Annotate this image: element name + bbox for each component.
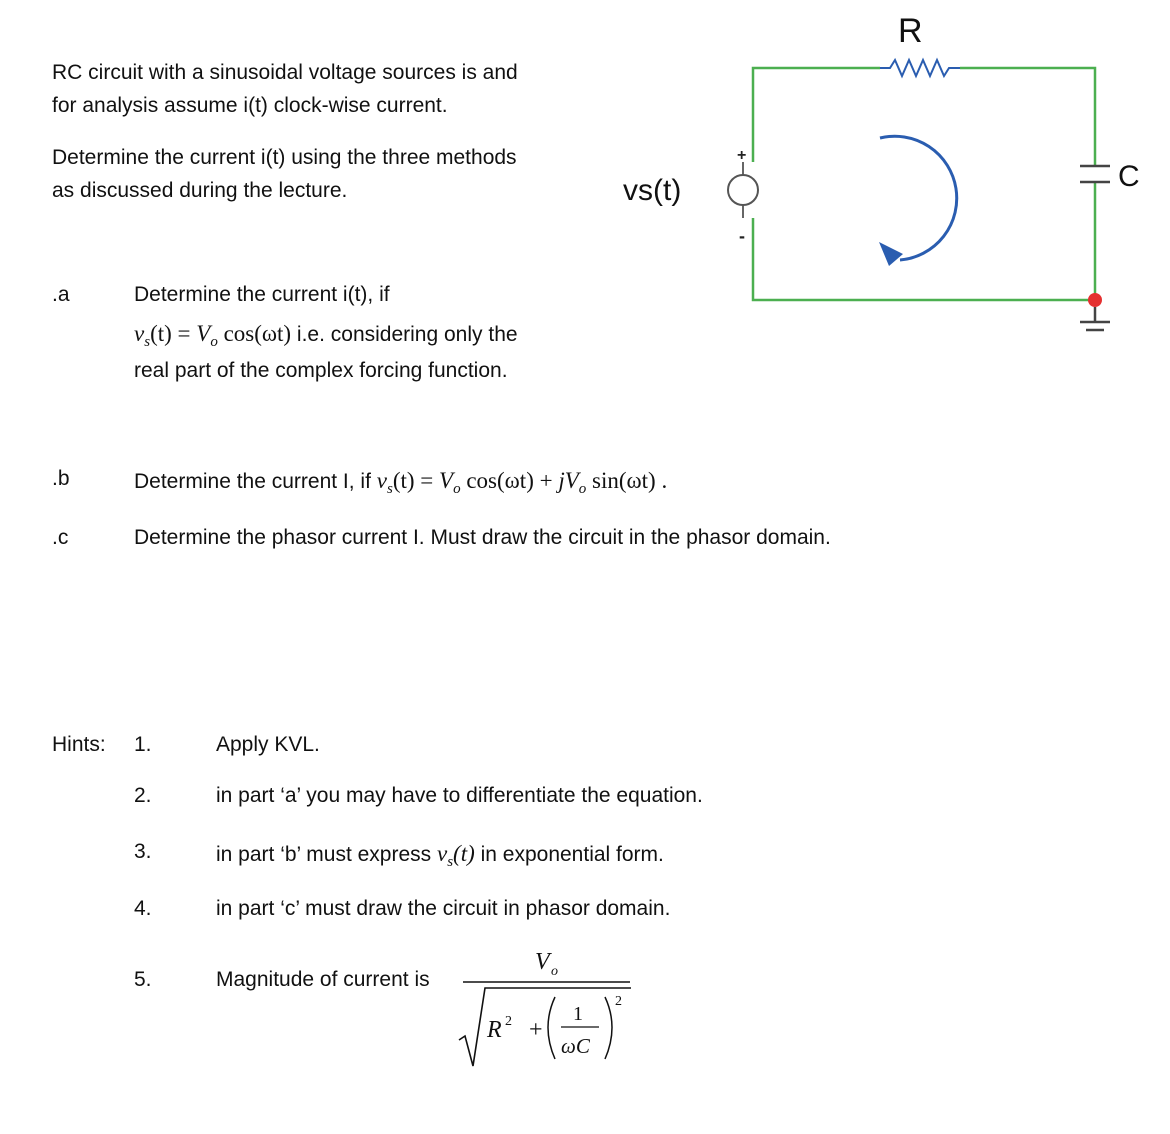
hints-title: Hints: — [52, 733, 106, 756]
hint-3-s: s — [447, 854, 454, 871]
hint-1-number: 1. — [134, 733, 152, 756]
hint-3-t: (t) — [453, 841, 475, 866]
part-c-text: Determine the phasor current I. Must draw the circuit in the phasor domain. — [134, 526, 831, 549]
magnitude-formula — [455, 945, 645, 1075]
hint-3-post: in exponential form. — [480, 843, 664, 866]
hint-5-number: 5. — [134, 968, 152, 991]
hint-4-text: in part ‘c’ must draw the circuit in phasor domain. — [216, 897, 671, 920]
clockwise-current-arrow — [880, 136, 957, 260]
capacitor-symbol — [1080, 166, 1110, 182]
source-label: vs(t) — [623, 174, 682, 207]
circuit-wires — [753, 68, 1095, 300]
part-b-eq-sin: sin(ωt) . — [586, 468, 668, 493]
part-b-eq-cos: cos(ωt) + — [460, 468, 559, 493]
rc-circuit-diagram — [600, 0, 1160, 360]
hint-3-v: v — [436, 841, 448, 866]
part-b-eq-V: V — [439, 468, 454, 493]
hint-3-pre: in part ‘b’ must express — [216, 843, 432, 866]
source-plus-sign: + — [737, 147, 747, 164]
part-a-eq-V: V — [196, 321, 211, 346]
part-a-eq-o: o — [210, 334, 218, 351]
formula-R-exponent: 2 — [505, 1014, 512, 1029]
part-b-eq-s: s — [387, 481, 393, 498]
formula-sqrt-sign — [459, 988, 631, 1066]
arrow-head — [879, 242, 903, 266]
part-a-marker: .a — [52, 283, 70, 306]
ground-symbol — [1080, 307, 1110, 330]
part-b-eq-j: jV — [558, 468, 579, 493]
hint-3-line — [216, 836, 664, 874]
part-b-marker: .b — [52, 467, 70, 490]
formula-left-paren — [548, 997, 555, 1059]
part-a-equation-line — [134, 316, 518, 354]
hint-3-number: 3. — [134, 840, 152, 863]
intro-line-4: as discussed during the lecture. — [52, 179, 348, 202]
formula-R: R — [487, 1017, 502, 1043]
formula-right-paren — [605, 997, 612, 1059]
resistor-symbol — [880, 60, 960, 76]
ground-node — [1088, 293, 1102, 307]
formula-omegaC: ωC — [561, 1034, 590, 1058]
part-a-text-2: i.e. considering only the — [291, 323, 518, 346]
source-minus-sign: - — [739, 226, 745, 246]
hint-2-number: 2. — [134, 784, 152, 807]
hint-4-number: 4. — [134, 897, 152, 920]
part-b-line — [134, 463, 667, 501]
intro-line-1: RC circuit with a sinusoidal voltage sources is and — [52, 61, 518, 84]
part-b-eq-v: v — [376, 468, 387, 493]
formula-plus: + — [529, 1017, 543, 1043]
formula-numerator-V: V — [535, 949, 550, 975]
part-a-eq-cos: cos(ωt) — [217, 321, 292, 346]
intro-line-3: Determine the current i(t) using the three methods — [52, 146, 517, 169]
part-b-eq-mid: (t) = — [392, 468, 440, 493]
part-a-eq-s: s — [144, 334, 151, 351]
hint-5-text: Magnitude of current is — [216, 968, 430, 991]
voltage-source-symbol — [728, 175, 758, 205]
part-a-text-3: real part of the complex forcing function. — [134, 359, 508, 382]
hint-1-text: Apply KVL. — [216, 733, 320, 756]
part-a-eq-v: v — [134, 321, 145, 346]
part-a-text-1: Determine the current i(t), if — [134, 283, 390, 306]
part-b-eq-o2: o — [578, 481, 587, 498]
part-c-marker: .c — [52, 526, 69, 549]
intro-line-2: for analysis assume i(t) clock-wise current. — [52, 94, 448, 117]
resistor-label: R — [898, 12, 923, 50]
part-b-eq-o: o — [453, 481, 461, 498]
formula-outer-exponent: 2 — [615, 994, 622, 1009]
formula-numerator-o: o — [551, 964, 558, 979]
formula-one: 1 — [573, 1003, 583, 1025]
hint-2-text: in part ‘a’ you may have to differentiate the equation. — [216, 784, 703, 807]
capacitor-label: C — [1118, 160, 1140, 193]
part-a-eq-mid: (t) = — [150, 321, 197, 346]
part-b-text: Determine the current I, if — [134, 470, 371, 493]
